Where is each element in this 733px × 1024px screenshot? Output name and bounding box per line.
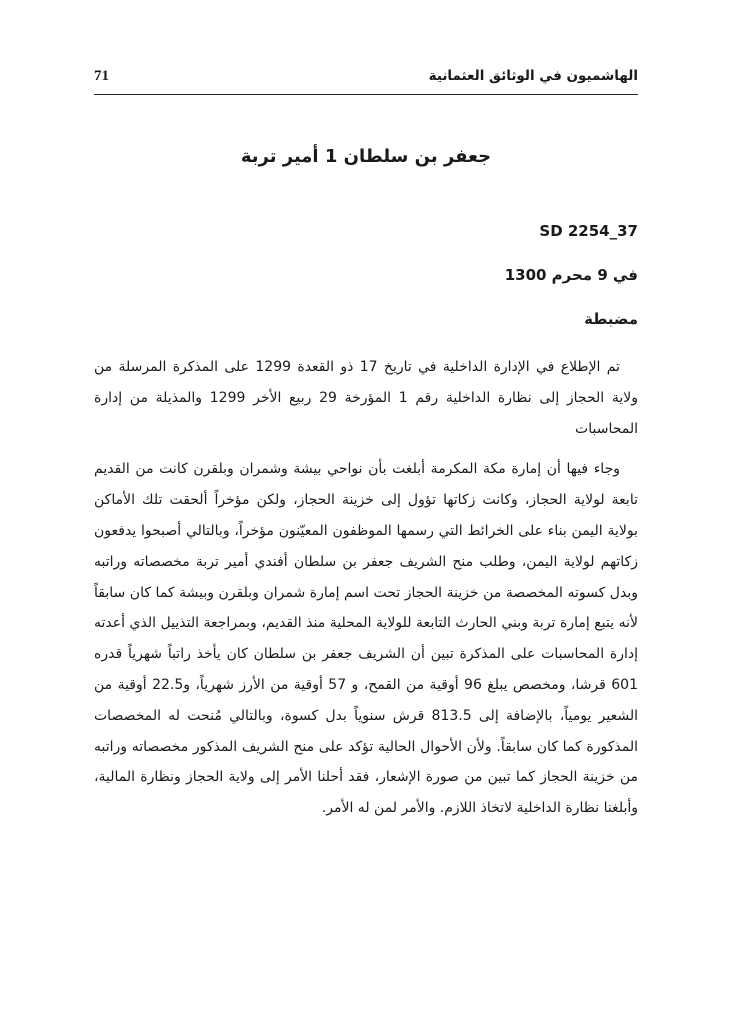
document-date: في 9 محرم 1300 (504, 266, 638, 284)
document-type: مضبطة (584, 310, 638, 328)
header-divider (94, 94, 638, 95)
page-number: 71 (94, 68, 109, 84)
body-paragraph-2: وجاء فيها أن إمارة مكة المكرمة أبلغت بأن نواحي بيشة وشمران وبلقرن كانت من القديم تابعة لولاية الحجاز، وكانت زكاتها تؤول إلى خزينة الحجاز، ولكن مؤخراً ألحقت تلك الأماكن بولاية اليمن بناء على الخرائط التي رسمها الموظفون المعيّنون مؤخراً، وبالتالي أصبحوا يدفعون زكاتهم لولاية اليمن، وطلب منح الشريف جعفر بن سلطان أفندي أمير تربة مخصصاته وراتبه وبدل كسوته المخصصة من خزينة الحجاز تحت اسم إمارة شمران وبلقرن وبيشة كما كان سابقاً لأنه يتبع إمارة تربة وبني الحارث التابعة للولاية المحلية منذ القديم، وبمراجعة التذييل الذي أعدته إدارة المحاسبات على المذكرة تبين أن الشريف جعفر بن سلطان كان يأخذ راتباً شهرياً قدره 601 قرشا، ومخصص يبلغ 96 أوقية من القمح، و 57 أوقية من الأرز شهرياً، و22.5 أوقية من الشعير يومياً، بالإضافة إلى 813.5 قرش سنوياً بدل كسوة، وبالتالي مُنحت له المخصصات المذكورة كما كان سابقاً. ولأن الأحوال الحالية تؤكد على منح الشريف المذكور مخصصاته وراتبه من خزينة الحجاز كما تبين من صورة الإشعار، فقد أحلنا الأمر إلى ولاية الحجاز ونظارة المالية، وأبلغنا نظارة الداخلية لاتخاذ اللازم. والأمر لمن له الأمر. (94, 461, 638, 817)
document-body (94, 352, 638, 834)
document-title: جعفر بن سلطان 1 أمير تربة (240, 146, 492, 167)
body-paragraph-1: تم الإطلاع في الإدارة الداخلية في تاريخ 17 ذو القعدة 1299 على المذكرة المرسلة من ولاية الحجاز إلى نظارة الداخلية رقم 1 المؤرخة 29 ربيع الأخر 1299 والمذيلة من إدارة المحاسبات (94, 359, 639, 437)
running-title: الهاشميون في الوثائق العثمانية (428, 68, 638, 84)
document-reference: SD 2254_37 (539, 222, 638, 240)
running-header (94, 68, 638, 92)
